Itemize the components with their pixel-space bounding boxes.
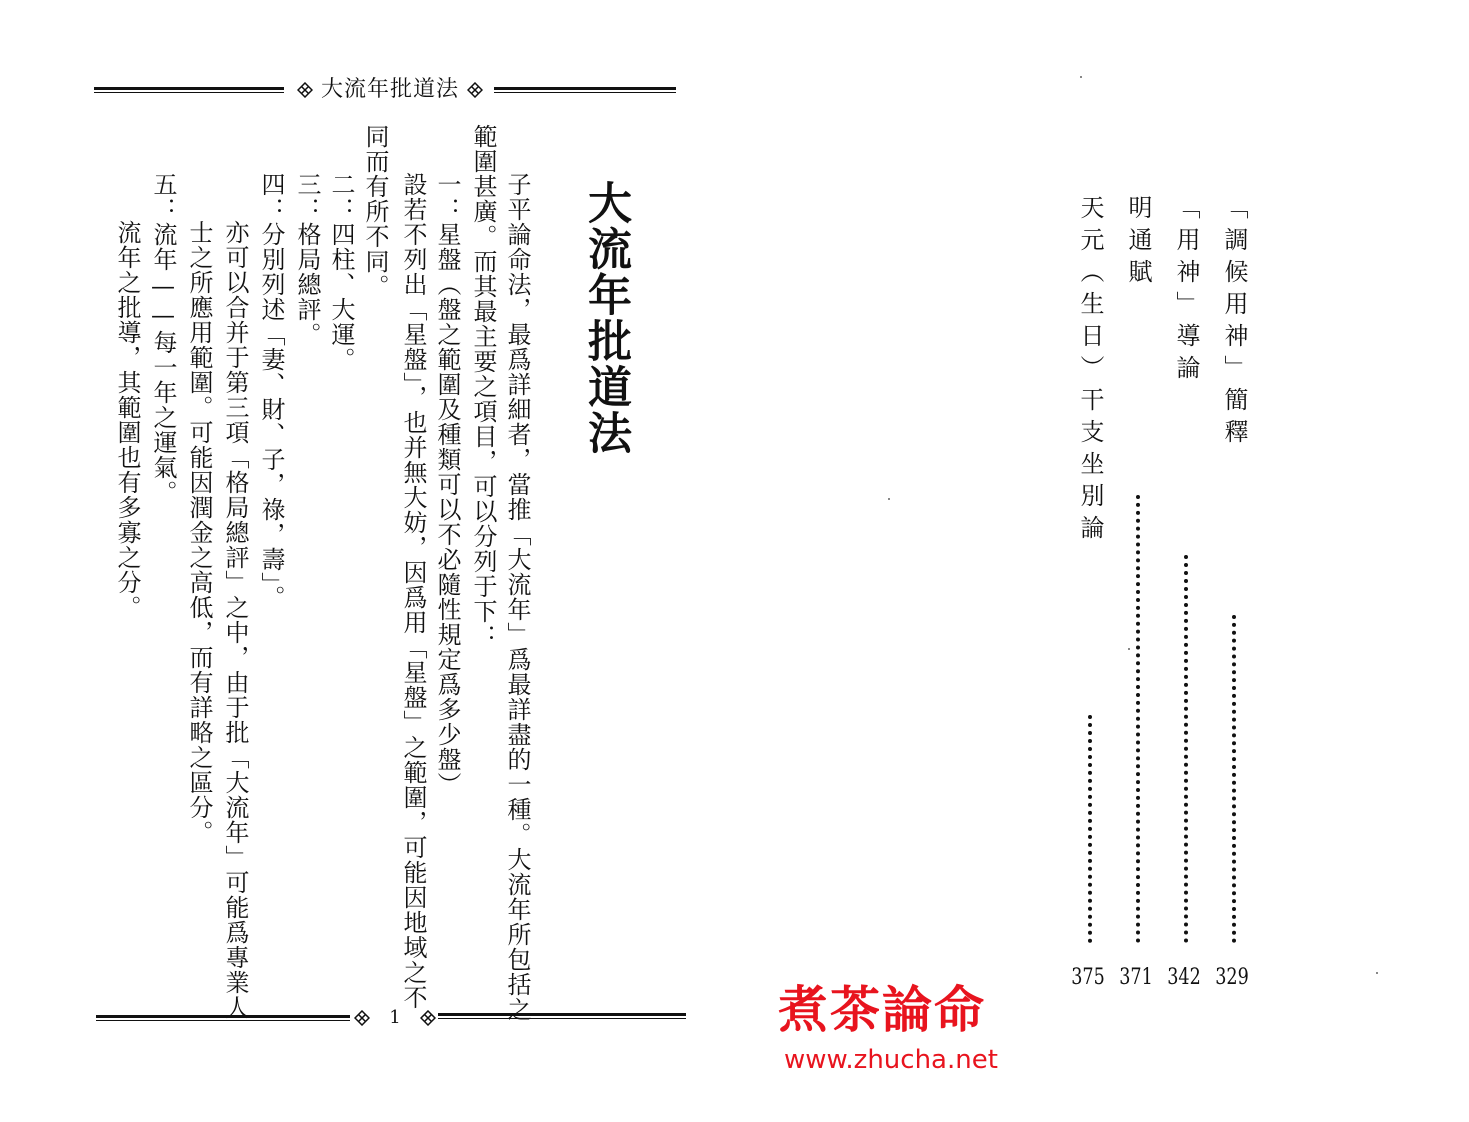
footer-rule-right: [438, 1013, 686, 1019]
scan-speck: [1080, 76, 1082, 78]
knot-ornament-icon: [467, 82, 483, 98]
toc-entry-title: 天元（生日）干支坐別論: [1076, 195, 1104, 547]
text-column-4: 設若不列出「星盤」，也并無大妨，因爲用「星盤」之範圍，可能因地域之不: [399, 172, 427, 1010]
toc-entry-page: 329: [1215, 965, 1249, 990]
toc-entry-page: 371: [1119, 965, 1153, 990]
footer-rule-left: [96, 1015, 350, 1021]
toc-leader-dots: [1184, 555, 1188, 943]
page-number: 1: [389, 1007, 401, 1028]
scan-speck: [1376, 972, 1378, 974]
text-column-8: 四：分別列述「妻、財、子，祿，壽」。: [257, 172, 285, 610]
text-column-3: 一：星盤（盤之範圍及種類可以不必隨性規定爲多少盤）: [433, 172, 461, 797]
toc-entry-page: 375: [1071, 965, 1105, 990]
running-header-title: 大流年批道法: [320, 77, 459, 102]
scan-speck: [1128, 648, 1130, 650]
header-rule-left: [94, 87, 284, 93]
knot-ornament-icon: [297, 82, 313, 98]
text-column-12: 流年之批導，其範圍也有多寡之分。: [113, 220, 141, 620]
toc-entry-title: 「用神」導論: [1172, 195, 1200, 387]
toc-leader-dots: [1088, 715, 1092, 943]
text-column-10: 士之所應用範圍。可能因潤金之高低，而有詳略之區分。: [185, 220, 213, 845]
toc-entry[interactable]: [1168, 195, 1204, 955]
text-column-2: 範圍甚廣。而其最主要之項目，可以分列于下：: [469, 124, 497, 649]
page-footer: [340, 1004, 450, 1032]
text-column-7: 三：格局總評。: [293, 172, 321, 347]
watermark-brand: 煮茶論命: [778, 981, 986, 1039]
header-rule-right: [494, 87, 676, 93]
toc-entry-title: 明通賦: [1124, 195, 1152, 291]
toc-entry[interactable]: [1072, 195, 1108, 955]
knot-ornament-icon: [354, 1010, 370, 1026]
text-column-5: 同而有所不同。: [361, 124, 389, 299]
running-header: [280, 74, 500, 106]
toc-entry[interactable]: [1216, 195, 1252, 955]
text-column-9: 亦可以合并于第三項「格局總評」之中，由于批「大流年」可能爲專業人: [221, 220, 249, 1020]
toc-leader-dots: [1136, 495, 1140, 943]
knot-ornament-icon: [420, 1010, 436, 1026]
text-column-6: 二：四柱、大運。: [327, 172, 355, 372]
text-column-1: 子平論命法，最爲詳細者，當推「大流年」爲最詳盡的一種。大流年所包括之: [503, 172, 531, 1022]
left-page: [0, 0, 734, 1122]
text-column-11: 五：流年——每一年之運氣。: [149, 172, 177, 505]
toc-entry-title: 「調候用神」簡釋: [1220, 195, 1248, 451]
chapter-title: 大流年批道法: [580, 180, 631, 456]
toc-entry[interactable]: [1120, 195, 1156, 955]
toc-entry-page: 342: [1167, 965, 1201, 990]
watermark-url[interactable]: www.zhucha.net: [784, 1045, 998, 1075]
scan-speck: [888, 498, 890, 500]
toc-leader-dots: [1232, 615, 1236, 943]
